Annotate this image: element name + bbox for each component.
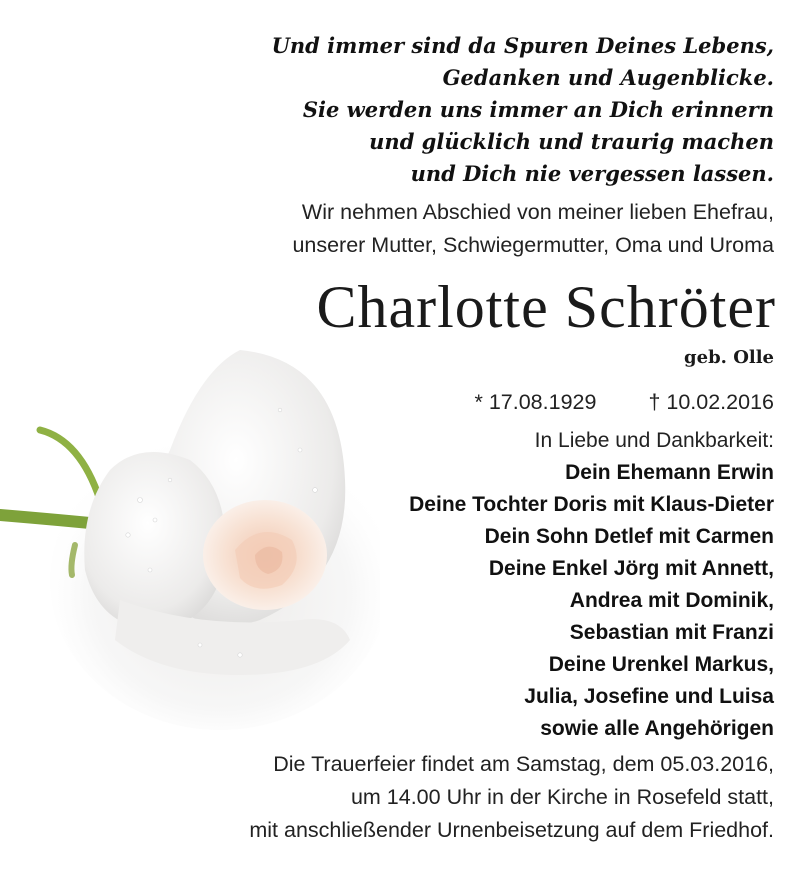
mourners-lead: In Liebe und Dankbarkeit: — [534, 429, 774, 452]
life-dates — [274, 386, 774, 418]
mourner-entry: Julia, Josefine und Luisa — [524, 685, 774, 708]
mourner-entry: Deine Enkel Jörg mit Annett, — [488, 557, 774, 580]
poem-line: Sie werden uns immer an Dich erinnern — [302, 97, 774, 122]
mourner-entry: Deine Tochter Doris mit Klaus-Dieter — [409, 493, 774, 516]
mourner-entry: Deine Urenkel Markus, — [548, 653, 774, 676]
mourner-entry: sowie alle Angehörigen — [540, 717, 774, 740]
memorial-poem — [74, 30, 774, 190]
mourner-entry: Dein Sohn Detlef mit Carmen — [484, 525, 774, 548]
farewell-intro — [74, 196, 774, 262]
ceremony-line: um 14.00 Uhr in der Kirche in Rosefeld statt, — [350, 785, 774, 809]
mourner-entry: Sebastian mit Franzi — [569, 621, 774, 644]
death-date: † 10.02.2016 — [648, 390, 774, 414]
mourner-entry: Andrea mit Dominik, — [569, 589, 774, 612]
deceased-name: Charlotte Schröter — [316, 274, 776, 340]
ceremony-line: Die Trauerfeier findet am Samstag, dem 05.03.2016, — [273, 752, 774, 776]
intro-line: Wir nehmen Abschied von meiner lieben Ehefrau, — [301, 200, 774, 224]
poem-line: Und immer sind da Spuren Deines Lebens, — [271, 33, 774, 58]
ceremony-line: mit anschließender Urnenbeisetzung auf dem Friedhof. — [249, 818, 774, 842]
mourner-entry: Dein Ehemann Erwin — [565, 461, 774, 484]
maiden-name: geb. Olle — [684, 347, 774, 368]
poem-line: und glücklich und traurig machen — [369, 129, 774, 154]
intro-line: unserer Mutter, Schwiegermutter, Oma und Uroma — [292, 233, 774, 257]
poem-line: Gedanken und Augenblicke. — [442, 65, 774, 90]
funeral-details — [74, 748, 774, 847]
mourners-list — [214, 425, 774, 745]
birth-date: * 17.08.1929 — [474, 390, 597, 414]
rose-petal — [84, 452, 225, 630]
rose-leaf — [71, 545, 75, 575]
poem-line: und Dich nie vergessen lassen. — [410, 161, 774, 186]
